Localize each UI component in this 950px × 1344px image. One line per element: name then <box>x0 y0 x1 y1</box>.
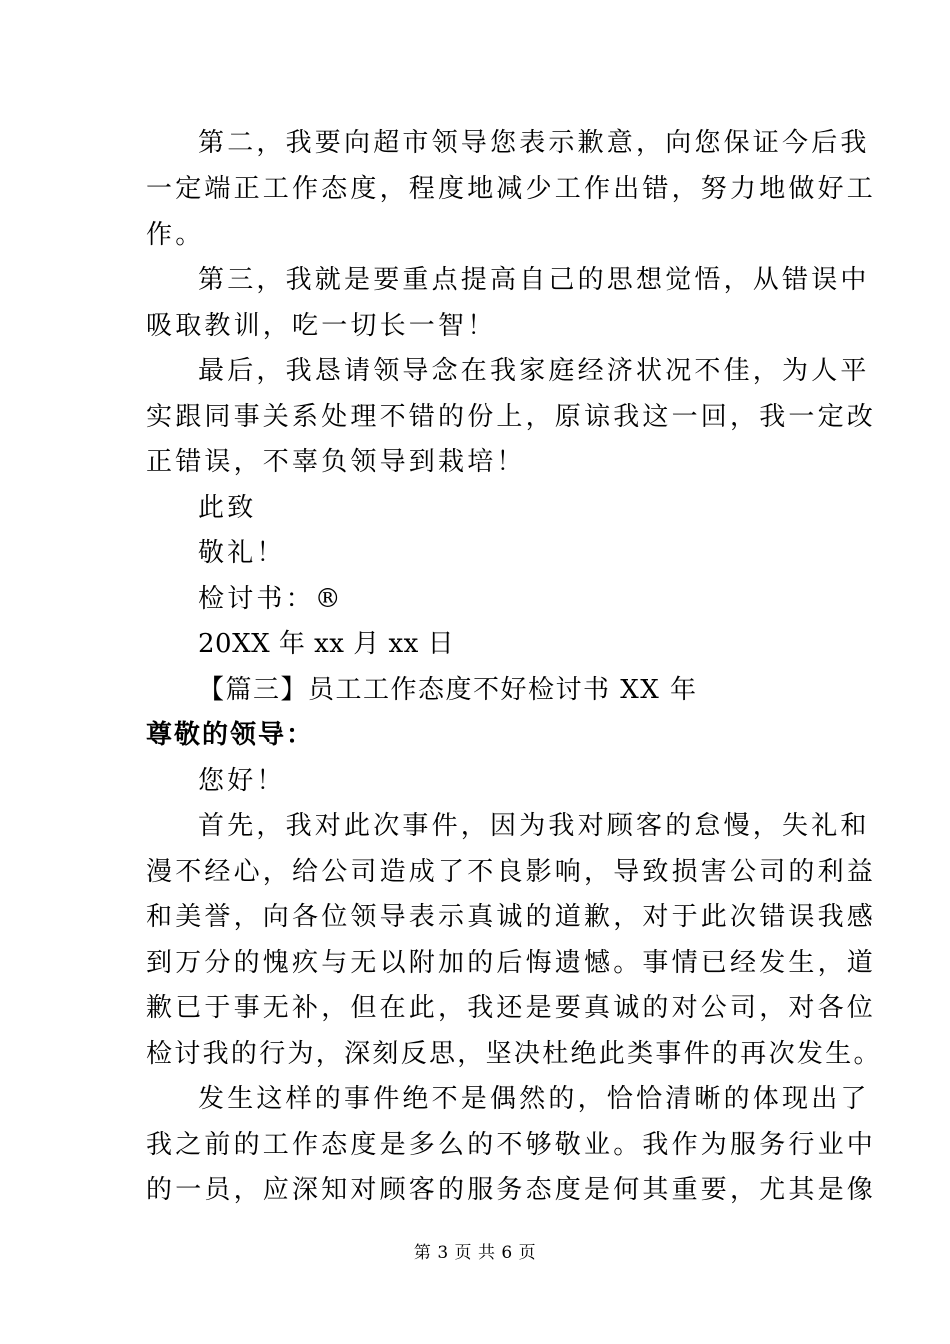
closing-jingli: 敬礼！ <box>198 538 286 568</box>
paragraph-4-line-2: 实跟同事关系处理不错的份上，原谅我这一回，我一定改 <box>146 402 877 432</box>
paragraph-2-line-3: 作。 <box>146 220 205 250</box>
paragraph-2-line-1: 第二，我要向超市领导您表示歉意，向您保证今后我 <box>198 128 870 158</box>
paragraph-2-line-2: 一定端正工作态度，程度地减少工作出错，努力地做好工 <box>146 174 877 204</box>
closing-cizhi: 此致 <box>198 493 257 523</box>
paragraph-3-line-1: 第三，我就是要重点提高自己的思想觉悟，从错误中 <box>198 265 870 295</box>
body-paragraph-2-line-1: 发生这样的事件绝不是偶然的，恰恰清晰的体现出了 <box>198 1084 870 1114</box>
body-paragraph-1-line-5: 歉已于事无补，但在此，我还是要真诚的对公司，对各位 <box>146 993 877 1023</box>
date-line: 20XX 年 xx 月 xx 日 <box>198 629 455 659</box>
body-paragraph-1-line-6: 检讨我的行为，深刻反思，坚决杜绝此类事件的再次发生。 <box>146 1039 882 1069</box>
body-paragraph-1-line-4: 到万分的愧疚与无以附加的后悔遗憾。事情已经发生，道 <box>146 948 877 978</box>
page-footer: 第 3 页 共 6 页 <box>413 1243 537 1263</box>
paragraph-3-line-2: 吸取教训，吃一切长一智！ <box>146 311 497 341</box>
body-paragraph-1-line-3: 和美誉，向各位领导表示真诚的道歉，对于此次错误我感 <box>146 902 877 932</box>
salutation: 尊敬的领导： <box>146 720 315 750</box>
signature-line: 检讨书：® <box>198 584 345 614</box>
body-paragraph-1-line-2: 漫不经心，给公司造成了不良影响，导致损害公司的利益 <box>146 857 877 887</box>
section-heading: 【篇三】员工工作态度不好检讨书 XX 年 <box>198 675 698 705</box>
paragraph-4-line-1: 最后，我恳请领导念在我家庭经济状况不佳，为人平 <box>198 356 870 386</box>
body-paragraph-1-line-1: 首先，我对此次事件，因为我对顾客的怠慢，失礼和 <box>198 811 870 841</box>
body-paragraph-2-line-3: 的一员，应深知对顾客的服务态度是何其重要，尤其是像 <box>146 1175 877 1205</box>
greeting: 您好！ <box>198 766 286 796</box>
paragraph-4-line-3: 正错误，不辜负领导到栽培！ <box>146 447 526 477</box>
body-paragraph-2-line-2: 我之前的工作态度是多么的不够敬业。我作为服务行业中 <box>146 1130 877 1160</box>
